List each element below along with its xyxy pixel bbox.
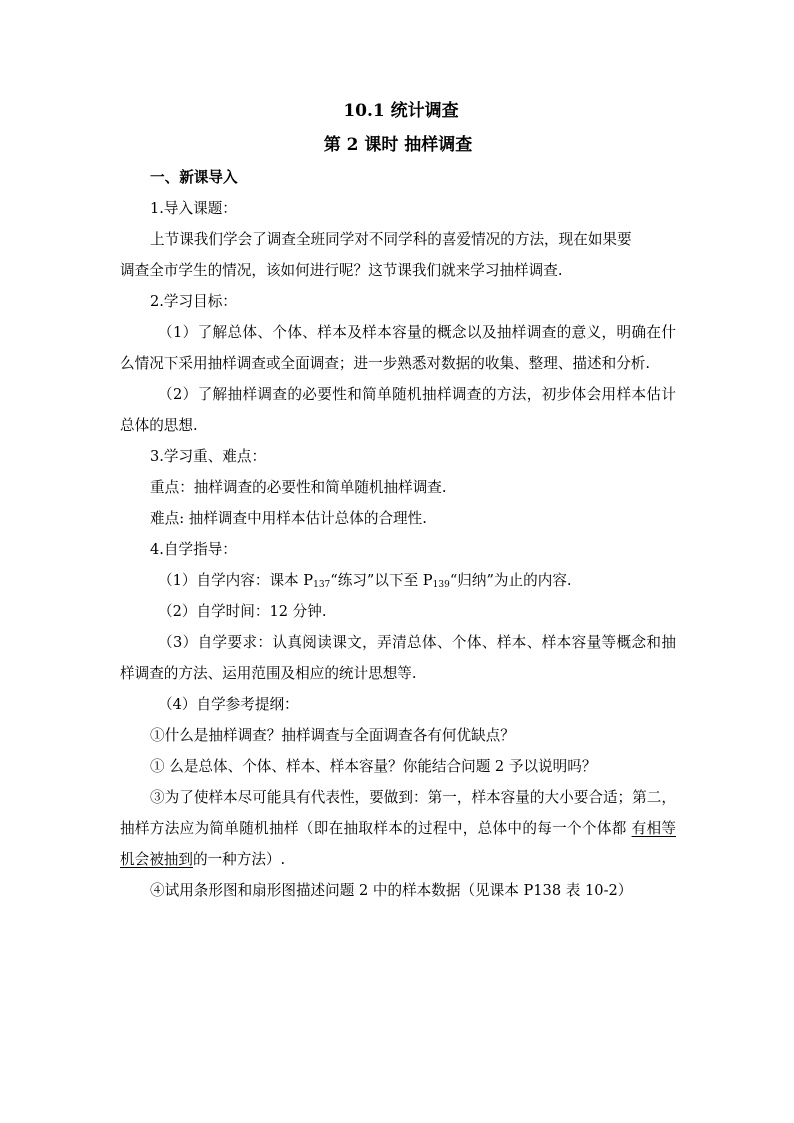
outline-2: ① 么是总体、个体、样本、样本容量？你能结合问题 2 予以说明吗？: [150, 758, 597, 775]
section-heading: 一、新课导入: [150, 169, 238, 186]
item4-label: 4.自学指导：: [150, 541, 237, 558]
outline-3-underlined: 有相等机会被抽到: [120, 820, 676, 868]
page-subscript-1: 137: [313, 580, 331, 590]
item1-label: 1.导入课题：: [150, 200, 237, 217]
guide-1-suffix: “归纳”为止的内容.: [449, 572, 572, 589]
outline-3-end: 的一种方法）.: [192, 851, 286, 868]
goal-2: （2）了解抽样调查的必要性和简单随机抽样调查的方法，初步体会用样本估计总体的思想.: [120, 386, 676, 434]
page-subscript-2: 139: [432, 580, 450, 590]
intro-line-1: 上节课我们学会了调查全班同学对不同学科的喜爱情况的方法，现在如果要: [150, 231, 632, 248]
outline-3-text: ③为了使样本尽可能具有代表性，要做到：第一，样本容量的大小要合适；第二，抽样方法应为简单随机抽样（即在抽取样本的过程中，总体中的每一个个体都: [120, 789, 676, 837]
key-point: 重点：抽样调查的必要性和简单随机抽样调查.: [150, 479, 447, 496]
outline-4: ④试用条形图和扇形图描述问题 2 中的样本数据（见课本 P138 表 10-2）: [150, 882, 633, 899]
outline-1: ①什么是抽样调查？抽样调查与全面调查各有何优缺点？: [150, 727, 515, 744]
goal-1: （1）了解总体、个体、样本及样本容量的概念以及抽样调查的意义，明确在什么情况下采用抽样调查或全面调查；进一步熟悉对数据的收集、整理、描述和分析.: [120, 324, 676, 372]
item2-label: 2.学习目标：: [150, 293, 237, 310]
intro-line-2: 调查全市学生的情况，该如何进行呢？这节课我们就来学习抽样调查.: [120, 262, 563, 279]
item3-label: 3.学习重、难点：: [150, 448, 267, 465]
guide-3: （3）自学要求：认真阅读课文，弄清总体、个体、样本、样本容量等概念和抽样调查的方法、运用范围及相应的统计思想等.: [120, 634, 676, 682]
guide-1-mid: “练习”以下至 P: [330, 572, 433, 589]
document-content: [120, 98, 676, 906]
lesson-title: 第 2 课时 抽样调查: [323, 135, 473, 155]
guide-1: [120, 565, 676, 596]
main-title: 10.1 统计调查: [343, 101, 459, 121]
guide-2: （2）自学时间：12 分钟.: [158, 603, 327, 620]
guide-1-prefix: （1）自学内容：课本 P: [158, 572, 314, 589]
difficult-point: 难点: 抽样调查中用样本估计总体的合理性.: [150, 510, 427, 527]
outline-3: [120, 782, 676, 875]
guide-4: （4）自学参考提纲：: [158, 696, 299, 713]
